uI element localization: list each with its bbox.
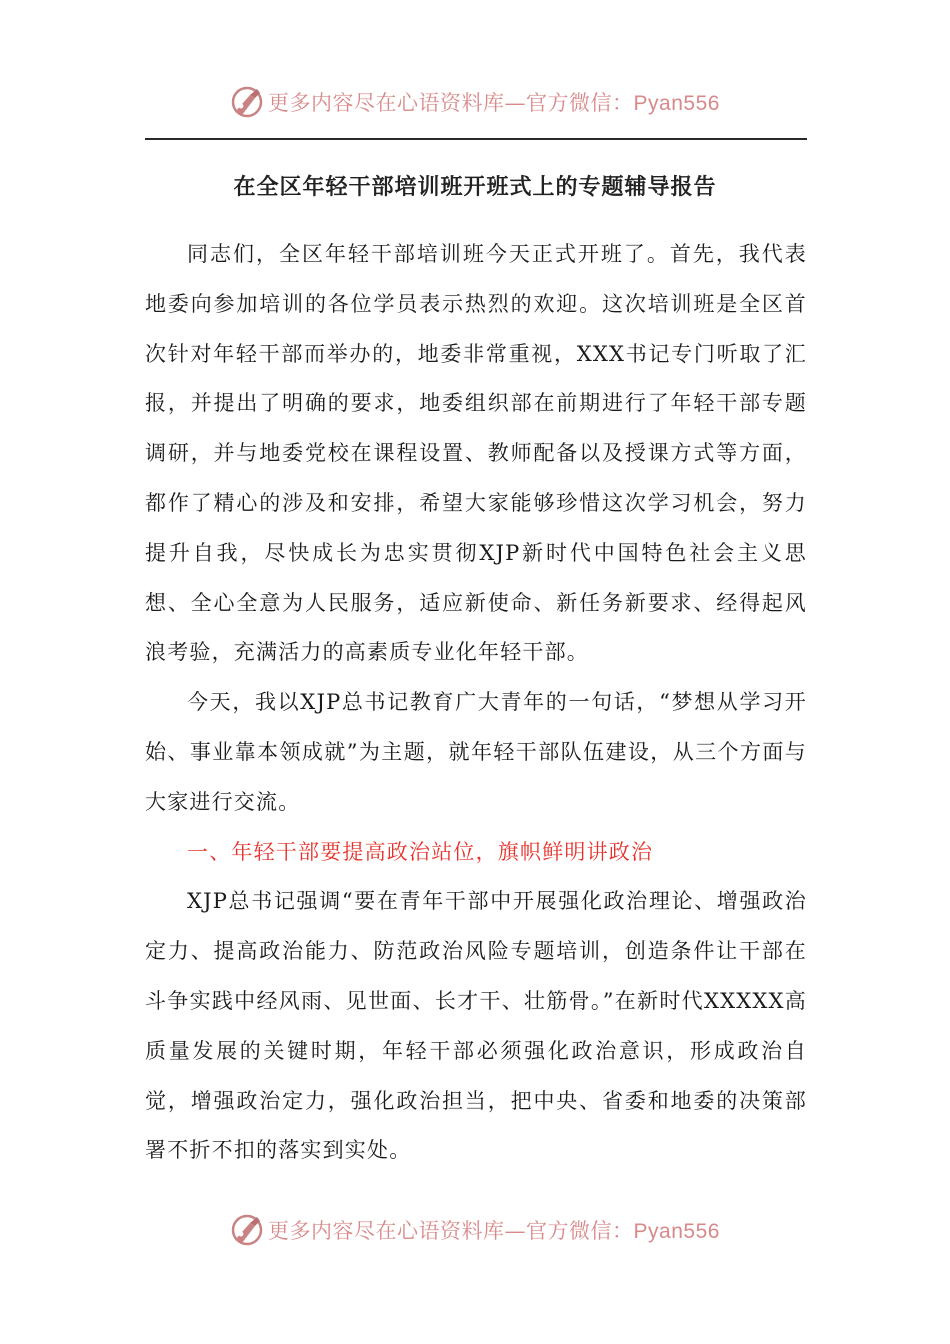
paragraph-opening: 同志们，全区年轻干部培训班今天正式开班了。首先，我代表地委向参加培训的各位学员表示热烈的欢迎。这次培训班是全区首次针对年轻干部而举办的，地委非常重视，XXX书记专门听取了汇报，并提出了明确的要求，地委组织部在前期进行了年轻干部专题调研，并与地委党校在课程设置、教师配备以及授课方式等方面，都作了精心的涉及和安排，希望大家能够珍惜这次学习机会，努力提升自我，尽快成长为忠实贯彻XJP新时代中国特色社会主义思想、全心全意为人民服务，适应新使命、新任务新要求、经得起风浪考验，充满活力的高素质专业化年轻干部。 <box>145 242 807 665</box>
header-wechat-id: Pyan556 <box>633 92 720 115</box>
footer-wechat-id: Pyan556 <box>633 1220 720 1243</box>
document-title: 在全区年轻干部培训班开班式上的专题辅导报告 <box>233 175 717 200</box>
paragraph-section-1: XJP总书记强调“要在青年干部中开展强化政治理论、增强政治定力、提高政治能力、防范政治风险专题培训，创造条件让干部在斗争实践中经风雨、见世面、长才干、壮筋骨。”在新时代XXXXX高质量发展的关键时期，年轻干部必须强化政治意识，形成政治自觉，增强政治定力，强化政治担当，把中央、省委和地委的决策部署不折不扣的落实到实处。 <box>145 889 807 1163</box>
footer-banner <box>0 1210 950 1250</box>
pen-logo-icon <box>230 1213 264 1247</box>
footer-banner-text: 更多内容尽在心语资料库—官方微信：Pyan556 <box>268 1219 720 1243</box>
header-banner-text: 更多内容尽在心语资料库—官方微信：Pyan556 <box>268 91 720 115</box>
pen-logo-icon <box>230 85 264 119</box>
paragraph-theme: 今天，我以XJP总书记教育广大青年的一句话，“梦想从学习开始、事业靠本领成就”为主题，就年轻干部队伍建设，从三个方面与大家进行交流。 <box>145 690 807 814</box>
section-heading-1: 一、年轻干部要提高政治站位，旗帜鲜明讲政治 <box>187 839 654 864</box>
header-divider <box>145 138 807 140</box>
document-body <box>145 230 807 1176</box>
header-banner <box>0 82 950 122</box>
